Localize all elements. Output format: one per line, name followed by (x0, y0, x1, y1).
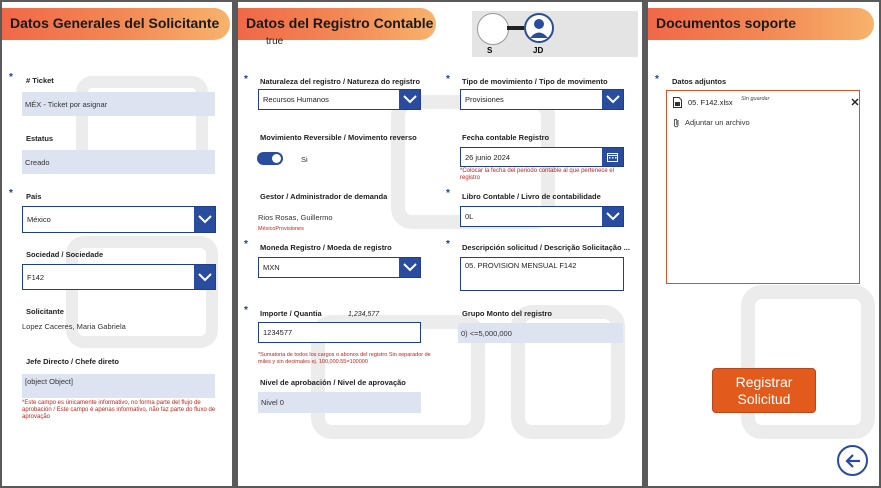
naturaleza-label: Naturaleza del registro / Natureza do registro (260, 77, 421, 86)
libro-dropdown[interactable] (460, 206, 624, 227)
required-marker: * (655, 74, 659, 85)
libro-dropdown-value: 0L (465, 212, 474, 221)
panel-title: Datos del Registro Contable (238, 8, 436, 40)
calendar-icon[interactable] (602, 148, 623, 166)
user-icon (526, 15, 552, 41)
importe-note: *Sumatoria de todos los cargos o abonos del registro Sin separador de miles y sin decimales ej. 100,000.55=100000 (258, 352, 431, 365)
grupo-field: 0) <=5,000,000 (458, 323, 623, 343)
moneda-label: Moneda Registro / Moeda de registro (260, 243, 392, 252)
close-icon[interactable] (851, 98, 859, 106)
estatus-label: Estatus (26, 134, 54, 143)
descripcion-label: Descripción solicitud / Descrição Solicitação ... (462, 243, 630, 252)
moneda-dropdown[interactable] (258, 257, 421, 278)
moneda-dropdown-value: MXN (263, 263, 280, 272)
tipo-label: Tipo de movimiento / Tipo de movimento (462, 77, 608, 86)
sociedad-dropdown[interactable] (22, 264, 216, 290)
sociedad-dropdown-value: F142 (27, 272, 45, 282)
required-marker: * (446, 74, 450, 85)
chevron-down-icon[interactable] (602, 207, 623, 226)
approver-s-avatar (477, 13, 509, 45)
attach-file-link[interactable] (673, 117, 793, 129)
file-icon (673, 97, 682, 108)
solicitante-value: Lopez Caceres, Maria Gabriela (22, 322, 126, 331)
nivel-field: Nivel 0 (258, 392, 421, 413)
toggle-knob (272, 154, 281, 163)
required-marker: * (244, 239, 248, 250)
approval-flow (472, 11, 638, 57)
pais-dropdown[interactable] (22, 206, 216, 233)
registrar-solicitud-button[interactable]: Registrar Solicitud (712, 368, 816, 413)
panel-documentos-soporte (648, 2, 879, 486)
arrow-left-icon (845, 454, 861, 468)
pais-label: País (26, 192, 42, 201)
panel-registro-contable (238, 2, 642, 486)
required-marker: * (244, 74, 248, 85)
jefe-label: Jefe Directo / Chefe direto (26, 357, 119, 366)
reversible-label: Movimiento Reversible / Movimento reverso (260, 133, 417, 142)
adjuntos-label: Datos adjuntos (672, 77, 727, 86)
attachment-item[interactable] (673, 96, 857, 110)
fecha-note: *Colocar la fecha del periodo contable al que pertenece el registro (460, 168, 615, 181)
descripcion-input[interactable]: 05. PROVISION MENSUAL F142 (460, 257, 624, 291)
attach-file-label: Adjuntar un archivo (685, 118, 750, 127)
fecha-value: 26 junio 2024 (465, 152, 511, 162)
libro-label: Libro Contable / Livro de contabilidade (462, 192, 601, 201)
required-marker: * (9, 188, 13, 199)
debug-text: true (266, 36, 284, 47)
importe-formatted: 1,234,577 (348, 311, 380, 318)
approver-jd-label: JD (533, 46, 544, 55)
gestor-label: Gestor / Administrador de demanda (260, 192, 388, 201)
solicitante-label: Solicitante (26, 307, 64, 316)
back-button[interactable] (837, 445, 868, 476)
tipo-dropdown-value: Provisiones (465, 95, 504, 104)
chevron-down-icon[interactable] (602, 90, 623, 109)
reversible-toggle[interactable] (257, 152, 283, 165)
fecha-input[interactable] (460, 147, 624, 167)
required-marker: * (244, 305, 248, 316)
chevron-down-icon[interactable] (194, 207, 215, 232)
required-marker: * (446, 239, 450, 250)
importe-label: Importe / Quantia (260, 309, 322, 318)
attachment-file-name[interactable]: 05. F142.xlsx (688, 98, 733, 107)
attachment-status: Sin guardar (741, 96, 770, 102)
estatus-field: Creado (22, 150, 215, 174)
approver-jd-avatar (524, 13, 554, 43)
gestor-sub: MéxicoProvisiones (258, 226, 304, 232)
chevron-down-icon[interactable] (399, 90, 420, 109)
paperclip-icon (673, 118, 680, 128)
sociedad-label: Sociedad / Sociedade (26, 250, 104, 259)
gestor-value: Rios Rosas, Guillermo (258, 213, 333, 222)
chevron-down-icon[interactable] (399, 258, 420, 277)
naturaleza-dropdown-value: Recursos Humanos (263, 95, 329, 104)
panel-title: Documentos soporte (648, 8, 874, 40)
panel-title: Datos Generales del Solicitante (2, 8, 230, 40)
ticket-label: # Ticket (26, 76, 54, 85)
pais-dropdown-value: México (27, 215, 51, 224)
tipo-dropdown[interactable] (460, 89, 624, 110)
nivel-label: Nivel de aprobación / Nivel de aprovação (260, 378, 406, 387)
required-marker: * (9, 72, 13, 83)
approver-s-label: S (487, 46, 493, 55)
importe-input[interactable]: 1234577 (258, 322, 421, 343)
ticket-field: MÉX - Ticket por asignar (22, 92, 215, 116)
attachments-box (666, 90, 860, 284)
fecha-label: Fecha contable Registro (462, 133, 550, 142)
chevron-down-icon[interactable] (194, 265, 215, 289)
grupo-label: Grupo Monto del registro (462, 309, 552, 318)
panel-datos-generales (2, 2, 232, 486)
jefe-note: *Este campo es únicamente informativo, no forma parte del flujo de aprobación / Este campo é apenas informativo, não faz parte do fluxo de aprovação (22, 400, 216, 420)
jefe-field: [object Object] (22, 374, 215, 398)
required-marker: * (446, 188, 450, 199)
approval-connector (507, 26, 524, 30)
reversible-value: Si (301, 155, 308, 164)
naturaleza-dropdown[interactable] (258, 89, 421, 110)
